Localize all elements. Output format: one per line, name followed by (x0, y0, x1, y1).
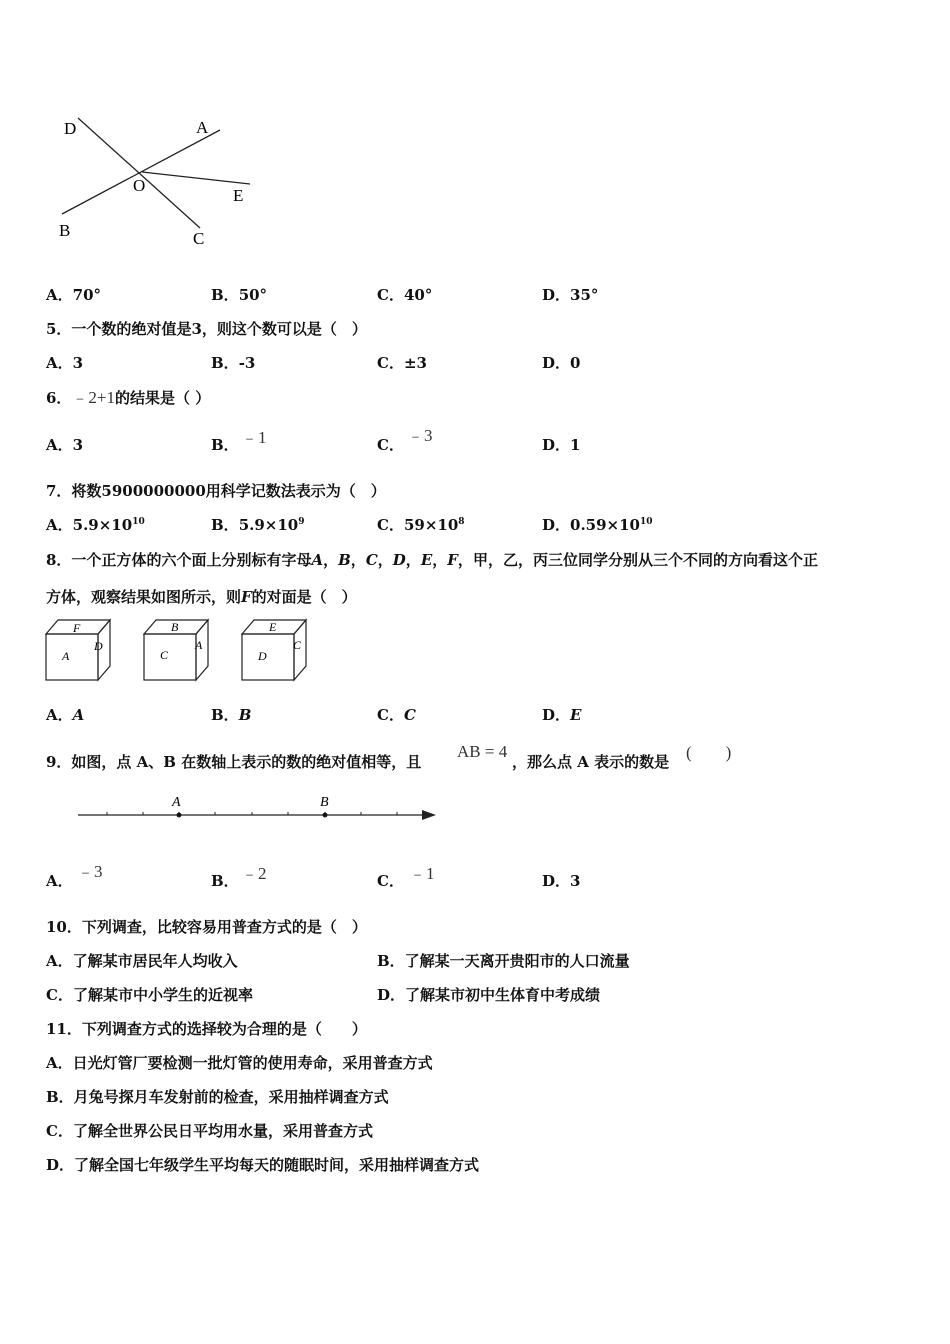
label-A: A (196, 118, 209, 137)
q8-option-a: A．A (46, 706, 85, 724)
label-D: D (64, 119, 77, 138)
q5-option-b: B．-3 (211, 354, 256, 372)
point-a-label: A (172, 795, 181, 810)
number-line (70, 790, 450, 826)
q4-option-d: D．35° (542, 286, 599, 304)
q4-option-a: A．70° (46, 286, 102, 304)
q9-option-a-value: ﹣3 (77, 862, 103, 881)
point-a-dot (177, 813, 182, 818)
label-C: C (193, 229, 205, 248)
q8-stem-line2: 方体，观察结果如图所示，则F的对面是（ ） (46, 588, 357, 606)
cube-views-figure (40, 616, 320, 688)
q9-option-c-value: ﹣1 (409, 864, 435, 883)
q9-stem-end: ，那么点 A 表示的数是 (512, 753, 670, 771)
q10-option-b: B．了解某一天离开贵阳市的人口流量 (377, 952, 630, 970)
q4-option-c: C．40° (377, 286, 433, 304)
q6-option-a: A．3 (46, 436, 84, 454)
label-B: B (59, 221, 71, 240)
q10-stem: 10．下列调查，比较容易用普查方式的是（ ） (46, 918, 367, 936)
q5-option-a: A．3 (46, 354, 84, 372)
q6-option-c-value: ﹣3 (407, 426, 433, 445)
label-E: E (233, 186, 244, 205)
cube-3-side: C (293, 638, 302, 652)
angle-figure (50, 110, 260, 250)
q9-option-a: A． (46, 872, 73, 890)
q9-option-d: D．3 (542, 872, 581, 890)
point-b-label: B (320, 795, 329, 810)
q7-option-d: D．$0.59\times 10^{10}$ (542, 516, 653, 534)
line-BA (62, 130, 220, 214)
q8-stem-line1: 8．一个正方体的六个面上分别标有字母A，B，C，D，E，F，甲，乙，丙三位同学分别从三个不同的方向看这个正 (46, 551, 818, 569)
q9-option-b: B． (211, 872, 239, 890)
q6-stem: 6．﹣2+1的结果是（ ） (46, 388, 211, 407)
q8-option-b: B．B (211, 706, 252, 724)
point-b-dot (323, 813, 328, 818)
q11-option-b: B．月兔号探月车发射前的检查，采用抽样调查方式 (46, 1088, 389, 1106)
cube-1-front: A (62, 649, 70, 663)
q10-option-a: A．了解某市居民年人均收入 (46, 952, 238, 970)
label-O: O (133, 176, 146, 195)
q9-expression: AB = 4 (457, 742, 508, 761)
q7-stem: 7．将数5900000000用科学记数法表示为（ ） (46, 482, 386, 500)
q10-option-c: C．了解某市中小学生的近视率 (46, 986, 253, 1004)
q9-stem-start: 9．如图，点 A、B 在数轴上表示的数的绝对值相等，且 (46, 753, 422, 771)
ray-OE (142, 172, 250, 184)
q6-option-d: D．1 (542, 436, 581, 454)
q6-option-b: B． (211, 436, 239, 454)
q6-option-b-value: ﹣1 (241, 428, 267, 447)
cube-3-top: E (269, 620, 277, 634)
cube-3-front: D (258, 649, 267, 663)
q5-stem: 5．一个数的绝对值是3，则这个数可以是（ ） (46, 320, 367, 338)
cube-2-side: A (195, 638, 203, 652)
q9-option-b-value: ﹣2 (241, 864, 267, 883)
q7-option-b: B．$5.9\times 10^9$ (211, 516, 305, 534)
cube-1-top: F (73, 621, 81, 635)
q9-answer-paren: ( ) (686, 743, 732, 762)
cube-2-front: C (160, 648, 169, 662)
q7-option-c: C．$59\times 10^8$ (377, 516, 465, 534)
q7-option-a: A．$5.9\times 10^{10}$ (46, 516, 145, 534)
q6-expression: ﹣2+1 (71, 388, 116, 407)
q4-option-b: B．50° (211, 286, 268, 304)
q5-option-c: C．±3 (377, 354, 427, 372)
q9-option-c: C． (377, 872, 404, 890)
q6-option-c: C． (377, 436, 404, 454)
cube-1-side: D (94, 639, 103, 653)
q10-option-d: D．了解某市初中生体育中考成绩 (377, 986, 601, 1004)
q11-stem: 11．下列调查方式的选择较为合理的是（ ） (46, 1020, 367, 1038)
q11-option-c: C．了解全世界公民日平均用水量，采用普查方式 (46, 1122, 373, 1140)
q5-option-d: D．0 (542, 354, 581, 372)
q8-option-d: D．E (542, 706, 582, 724)
q8-option-c: C．C (377, 706, 416, 724)
q11-option-d: D．了解全国七年级学生平均每天的随眠时间，采用抽样调查方式 (46, 1156, 480, 1174)
q11-option-a: A．日光灯管厂要检测一批灯管的使用寿命，采用普查方式 (46, 1054, 433, 1072)
cube-2-top: B (171, 620, 179, 634)
